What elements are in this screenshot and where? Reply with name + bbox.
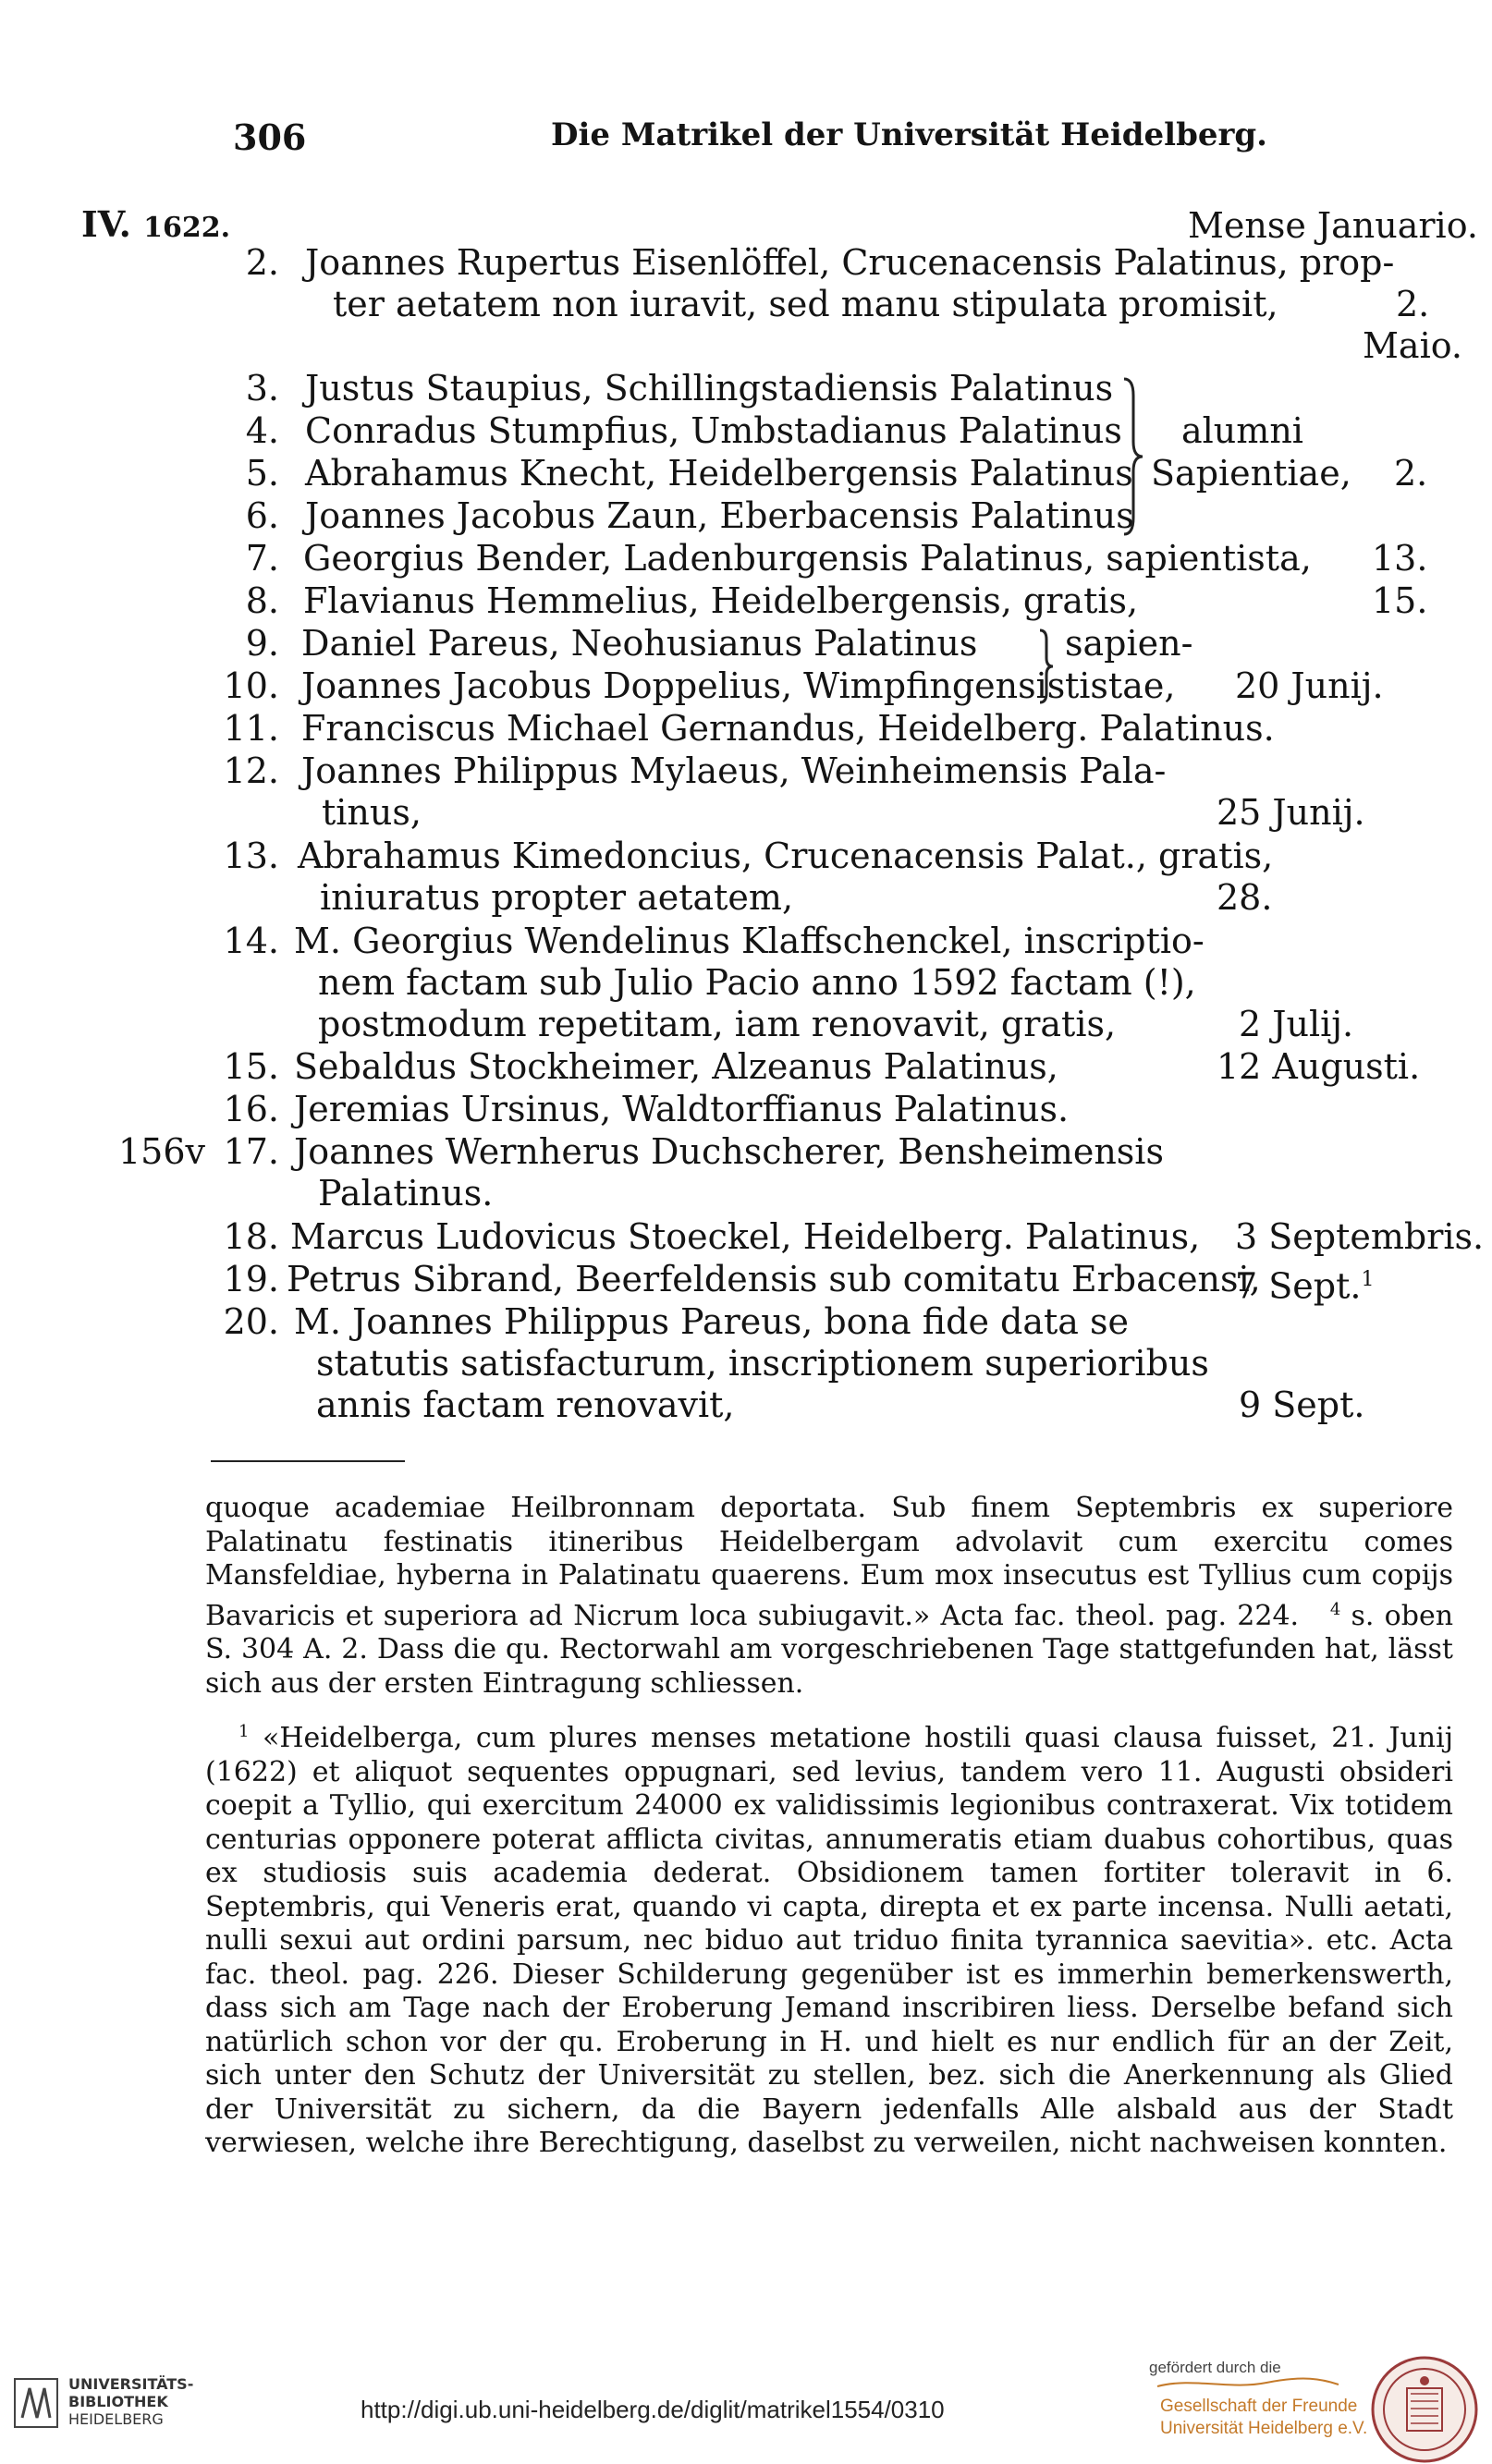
entry-number: 9. <box>245 623 279 664</box>
entry-line: Abrahamus Knecht, Heidelbergensis Palatinus <box>305 453 1133 494</box>
entry-line: Franciscus Michael Gernandus, Heidelberg. Palatinus. <box>301 708 1275 749</box>
entry-date: 15. <box>1372 580 1428 621</box>
entry-number: 2. <box>245 242 279 283</box>
entry-line: ter aetatem non iuravit, sed manu stipulata promisit, <box>333 284 1278 324</box>
group-note: alumni <box>1181 410 1303 451</box>
entry-date: Maio. <box>1363 325 1463 366</box>
footnote-4: s. oben S. 304 A. 2. Dass die qu. Rectorwahl am vorgeschriebenen Tage stattgefunden hat, lässt sich aus der ersten Eintragung schliessen. <box>205 1599 1454 1700</box>
library-logo <box>13 2375 194 2431</box>
section-label: IV. <box>81 203 131 245</box>
footnote-mark: 4 <box>1329 1599 1341 1619</box>
group-note: tistae, <box>1065 665 1176 706</box>
entry-number: 19. <box>223 1259 279 1299</box>
group-note: sapien- <box>1065 623 1193 664</box>
entry-date: 28. <box>1217 877 1273 918</box>
entry-line: nem factam sub Julio Pacio anno 1592 factam (!), <box>318 962 1196 1003</box>
entry-line: Abrahamus Kimedoncius, Crucenacensis Palat., gratis, <box>298 836 1274 876</box>
running-title: Die Matrikel der Universität Heidelberg. <box>551 116 1268 153</box>
footnote-mark: 1 <box>238 1722 250 1741</box>
entry-number: 16. <box>223 1089 279 1129</box>
entry-number: 12. <box>223 750 279 791</box>
society-name: Gesellschaft der Freunde Universität Heidelberg e.V. <box>1160 2397 1368 2438</box>
page-number: 306 <box>233 116 307 158</box>
entry-line: Joannes Wernherus Duchscherer, Bensheimensis <box>294 1131 1164 1172</box>
section-year: 1622. <box>143 212 231 244</box>
entry-line: Joannes Philippus Mylaeus, Weinheimensis Pala- <box>301 750 1167 791</box>
entry-line: Jeremias Ursinus, Waldtorffianus Palatinus. <box>294 1089 1070 1129</box>
entry-number: 14. <box>223 921 279 961</box>
entry-line: Petrus Sibrand, Beerfeldensis sub comitatu Erbacensi, <box>287 1259 1261 1299</box>
month-heading: Mense Januario. <box>1187 205 1478 246</box>
digitization-footer <box>0 2348 1492 2460</box>
entry-date: 2. <box>1396 284 1430 324</box>
entry-date: 20 Junij. <box>1235 665 1384 706</box>
entry-date: 25 Junij. <box>1217 792 1365 833</box>
grouping-brace <box>1120 377 1146 536</box>
entry-line: tinus, <box>322 792 422 833</box>
footnote-block <box>205 1715 1453 2161</box>
entry-number: 17. <box>223 1131 279 1172</box>
entry-number: 11. <box>223 708 279 749</box>
university-seal-icon <box>1370 2355 1479 2464</box>
entry-number: 4. <box>245 410 279 451</box>
entry-date: 9 Sept. <box>1239 1384 1365 1425</box>
entry-line: postmodum repetitam, iam renovavit, gratis, <box>318 1004 1117 1044</box>
group-note: Sapientiae, <box>1151 453 1351 494</box>
library-seal-icon <box>13 2377 59 2429</box>
entry-line: Sebaldus Stockheimer, Alzeanus Palatinus, <box>294 1046 1058 1087</box>
section-heading <box>81 203 230 245</box>
entry-line: M. Georgius Wendelinus Klaffschenckel, inscriptio- <box>294 921 1205 961</box>
entry-number: 6. <box>245 495 279 536</box>
entry-number: 20. <box>223 1301 279 1342</box>
entry-date: 12 Augusti. <box>1217 1046 1421 1087</box>
entry-date: 3 Septembris. <box>1235 1216 1485 1257</box>
entry-line: Georgius Bender, Ladenburgensis Palatinus, sapientista, <box>303 538 1312 579</box>
entry-number: 3. <box>245 368 279 409</box>
footnote-block <box>205 1492 1453 1701</box>
library-name: UNIVERSITÄTS- BIBLIOTHEK HEIDELBERG <box>68 2375 194 2428</box>
entry-date: 2. <box>1394 453 1428 494</box>
entry-number: 7. <box>245 538 279 579</box>
entry-line: Palatinus. <box>318 1173 494 1214</box>
entry-line: Flavianus Hemmelius, Heidelbergensis, gratis, <box>303 580 1139 621</box>
entry-line: Conradus Stumpfius, Umbstadianus Palatinus <box>305 410 1122 451</box>
entry-number: 13. <box>223 836 279 876</box>
grouping-brace <box>1037 628 1056 704</box>
permalink[interactable]: http://digi.ub.uni-heidelberg.de/diglit/matrikel1554/0310 <box>361 2396 945 2423</box>
entry-date: 2 Julij. <box>1239 1004 1354 1044</box>
entry-line: Joannes Jacobus Doppelius, Wimpfingensis <box>301 665 1066 706</box>
entry-line: Daniel Pareus, Neohusianus Palatinus <box>301 623 978 664</box>
entry-date: 13. <box>1372 538 1428 579</box>
entry-line: annis factam renovavit, <box>316 1384 735 1425</box>
folio-marker: 156v <box>118 1131 205 1172</box>
footnote-separator <box>211 1460 405 1462</box>
entry-line: Marcus Ludovicus Stoeckel, Heidelberg. Palatinus, <box>290 1216 1201 1257</box>
entry-number: 5. <box>245 453 279 494</box>
entry-line: Joannes Jacobus Zaun, Eberbacensis Palatinus <box>305 495 1134 536</box>
entry-line: iniuratus propter aetatem, <box>320 877 794 918</box>
footnote-1: $^1$ «Heidelberga, cum plures menses metatione hostili quasi clausa fuisset, 21. Junij (1622) et aliquot sequentes oppugnari, sed levius, tandem vero 11. Augusti obsideri coepit a Tyllio, qui exercitum 24000 ex validissimis legionibus contraxerat. Vix totidem centurias opponere poterat afflicta civitas, annumeratis etiam duabus cohortibus, quas ex studiosis suis academia dederat. Obsidionem tamen fortiter toleravit in 6. Septembris, qui Veneris erat, quando vi capta, direpta et ex parte incensa. Nulli aetati, nulli sexui aut ordini parsum, nec biduo aut triduo finita tyrannica saevitia». etc. Acta fac. theol. pag. 226. Dieser Schilderung gegenüber ist es immerhin bemerkenswerth, dass sich am Tage nach der Eroberung Jemand inscribiren liess. Derselbe befand sich natürlich schon vor der qu. Eroberung in H. und hielt es nur endlich für an der Zeit, sich unter den Schutz der Universität zu stellen, bez. sich die Anerkennung als Glied der Universität zu sichern, da die Bayern jedenfalls Alle alsbald aus der Stadt verwiesen, welche ihre Berechtigung, daselbst zu verweilen, nicht nachweisen konnten. <box>205 1722 1454 2159</box>
footnote-mark: 1 <box>1361 1268 1375 1291</box>
sponsor-flourish-icon <box>1156 2375 1340 2392</box>
entry-number: 8. <box>245 580 279 621</box>
entry-line: Justus Staupius, Schillingstadiensis Palatinus <box>305 368 1114 409</box>
footnote-continuation: quoque academiae Heilbronnam deportata. Sub finem Septembris ex superiore Palatinatu festinatis itineribus Heidelbergam advolavit cum exercitu comes Mansfeldiae, hyberna in Palatinatu quaerens. Eum mox insecutus est Tyllius cum copijs Bavaricis et superiora ad Nicrum loca subiugavit.» Acta fac. theol. pag. 224. $^4$ s. oben S. 304 A. 2. Dass die qu. Rectorwahl am vorgeschriebenen Tage stattgefunden hat, lässt sich aus der ersten Eintragung schliessen. <box>205 1492 1454 1700</box>
entry-line: M. Joannes Philippus Pareus, bona fide data se <box>294 1301 1129 1342</box>
entry-line: Joannes Rupertus Eisenlöffel, Crucenacensis Palatinus, prop- <box>305 242 1395 283</box>
entry-number: 18. <box>223 1216 279 1257</box>
entry-number: 10. <box>223 665 279 706</box>
entry-number: 15. <box>223 1046 279 1087</box>
sponsor-label: gefördert durch die <box>1149 2359 1281 2376</box>
entry-date: 7 Sept.$^1$ <box>1235 1265 1375 1307</box>
entry-line: statutis satisfacturum, inscriptionem superioribus <box>316 1343 1209 1384</box>
